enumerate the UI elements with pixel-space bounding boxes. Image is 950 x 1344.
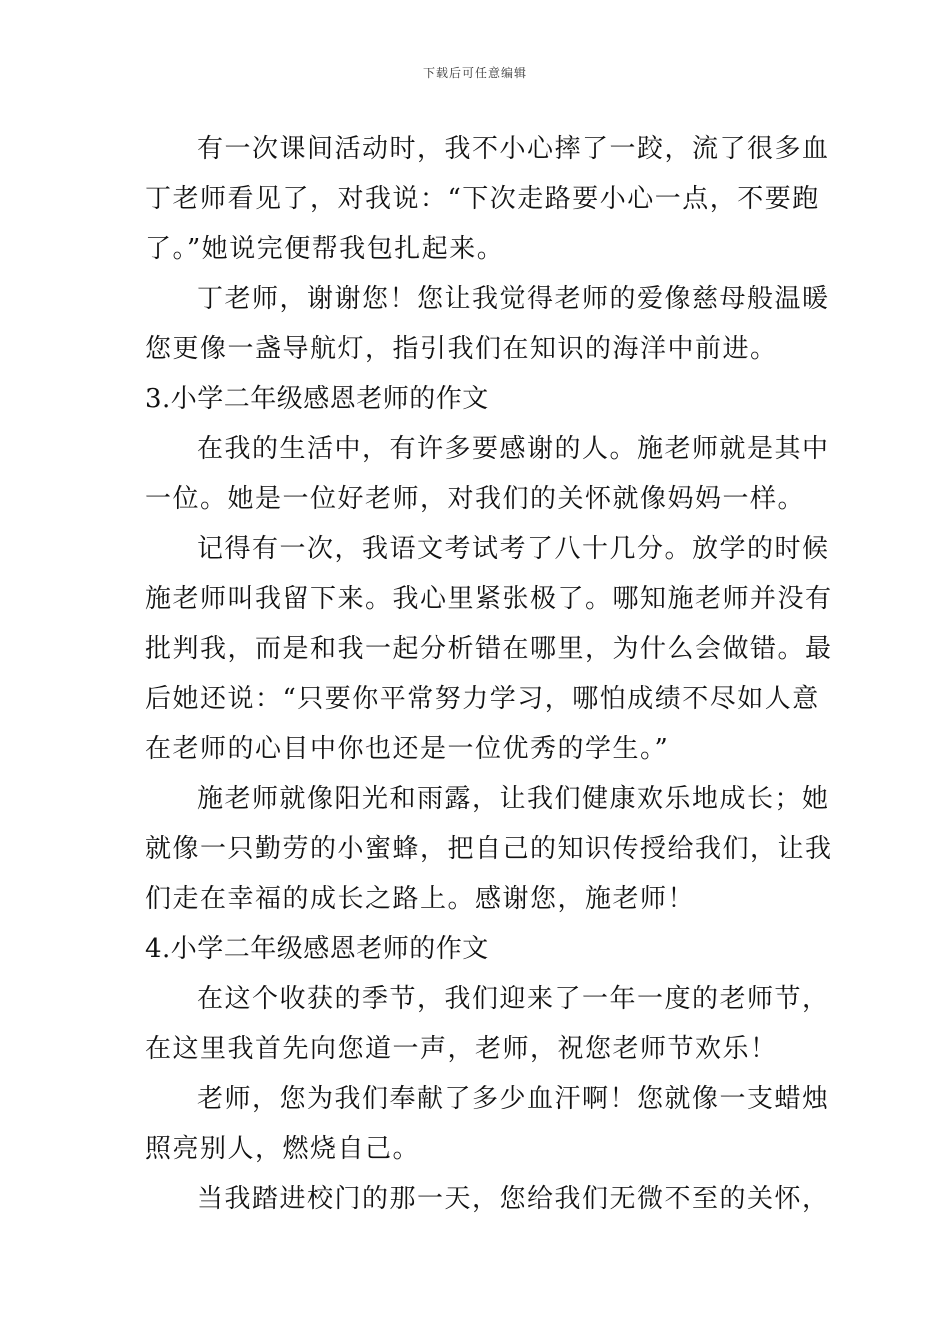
document-body xyxy=(145,124,833,1224)
paragraph-line: 记得有一次，我语文考试考了八十几分。放学的时候 xyxy=(197,534,830,564)
paragraph-line: 丁老师看见了，对我说：“下次走路要小心一点，不要跑 xyxy=(145,184,820,214)
paragraph-line: 丁老师，谢谢您！您让我觉得老师的爱像慈母般温暖 xyxy=(197,284,830,314)
paragraph-line: 后她还说：“只要你平常努力学习，哪怕成绩不尽如人意 xyxy=(145,684,820,714)
paragraph-line: 在这个收获的季节，我们迎来了一年一度的老师节， xyxy=(197,984,830,1014)
paragraph-line: 施老师叫我留下来。我心里紧张极了。哪知施老师并没有 xyxy=(145,584,833,614)
paragraph-line: 施老师就像阳光和雨露，让我们健康欢乐地成长；她 xyxy=(197,784,830,814)
paragraph-line: 了。”她说完便帮我包扎起来。 xyxy=(145,234,505,264)
section-heading: 4.小学二年级感恩老师的作文 xyxy=(145,934,489,964)
section-heading: 3.小学二年级感恩老师的作文 xyxy=(145,384,489,414)
paragraph-line: 老师，您为我们奉献了多少血汗啊！您就像一支蜡烛 xyxy=(197,1084,830,1114)
paragraph-line: 您更像一盏导航灯，指引我们在知识的海洋中前进。 xyxy=(145,334,778,364)
paragraph-line: 在老师的心目中你也还是一位优秀的学生。” xyxy=(145,734,670,764)
paragraph-line: 一位。她是一位好老师，对我们的关怀就像妈妈一样。 xyxy=(145,484,806,514)
paragraph-line: 当我踏进校门的那一天，您给我们无微不至的关怀， xyxy=(197,1184,830,1214)
paragraph-line: 们走在幸福的成长之路上。感谢您，施老师！ xyxy=(145,884,696,914)
paragraph-line: 在这里我首先向您道一声，老师，祝您老师节欢乐！ xyxy=(145,1034,778,1064)
page-header: 下载后可任意编辑 xyxy=(422,66,527,80)
paragraph-line: 就像一只勤劳的小蜜蜂，把自己的知识传授给我们，让我 xyxy=(145,834,833,864)
paragraph-line: 批判我，而是和我一起分析错在哪里，为什么会做错。最 xyxy=(145,634,833,664)
paragraph-line: 照亮别人，燃烧自己。 xyxy=(145,1134,421,1164)
paragraph-line: 有一次课间活动时，我不小心摔了一跤，流了很多血 xyxy=(197,134,830,164)
paragraph-line: 在我的生活中，有许多要感谢的人。施老师就是其中 xyxy=(197,434,830,464)
